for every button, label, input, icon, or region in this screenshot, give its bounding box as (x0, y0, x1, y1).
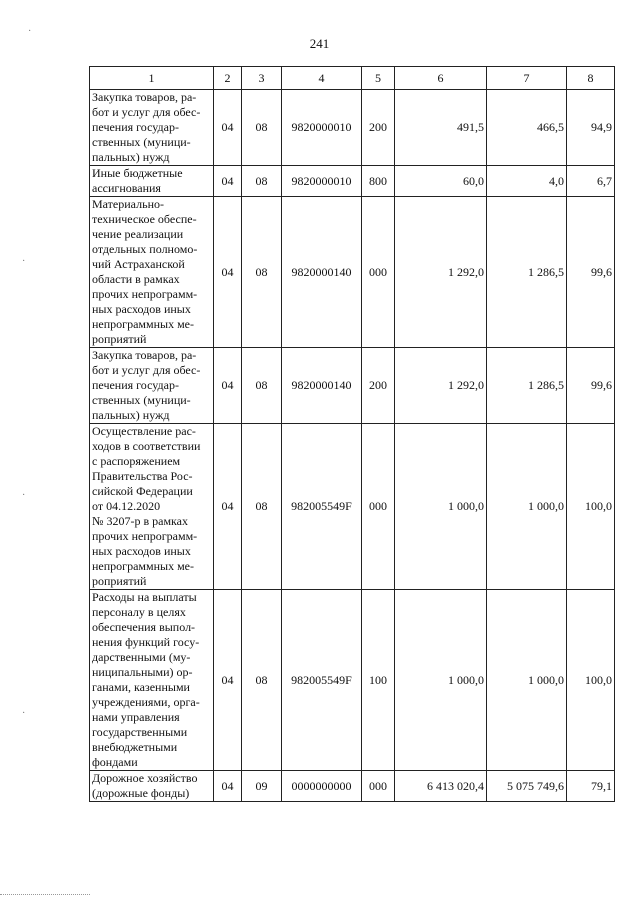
row-name-line: чение реализации (92, 227, 184, 241)
planned-amount-cell: 1 292,0 (395, 348, 487, 424)
row-name-line: Материально- (92, 197, 164, 211)
executed-amount-cell: 466,5 (487, 90, 567, 166)
subsection-code-cell: 08 (242, 590, 282, 771)
section-code-cell: 04 (214, 90, 242, 166)
row-name-cell (90, 771, 214, 802)
header-cell: 7 (487, 67, 567, 90)
table-row (90, 90, 615, 166)
execution-percent-cell: 100,0 (567, 424, 615, 590)
expense-type-cell: 200 (362, 348, 395, 424)
header-cell: 3 (242, 67, 282, 90)
row-name-line: обеспечения выпол- (92, 620, 196, 634)
row-name-line: государственными (92, 725, 188, 739)
row-name-line: прочих непрограмм- (92, 287, 198, 301)
header-cell: 1 (90, 67, 214, 90)
section-code-cell: 04 (214, 424, 242, 590)
row-name-line: сийской Федерации (92, 484, 193, 498)
row-name-line: роприятий (92, 332, 147, 346)
scan-speck: · (22, 256, 26, 267)
row-name-cell (90, 348, 214, 424)
execution-percent-cell: 99,6 (567, 197, 615, 348)
row-name-line: (дорожные фонды) (92, 786, 190, 800)
planned-amount-cell: 60,0 (395, 166, 487, 197)
row-name-cell (90, 166, 214, 197)
row-name-line: учреждениями, орга- (92, 695, 200, 709)
row-name-line: роприятий (92, 574, 147, 588)
row-name-line: области в рамках (92, 272, 180, 286)
row-name-line: Правительства Рос- (92, 469, 193, 483)
execution-percent-cell: 6,7 (567, 166, 615, 197)
row-name-cell (90, 424, 214, 590)
row-name-line: бот и услуг для обес- (92, 363, 201, 377)
expense-type-cell: 000 (362, 197, 395, 348)
row-name-line: № 3207-р в рамках (92, 514, 189, 528)
row-name-line: ственных (муници- (92, 135, 191, 149)
planned-amount-cell: 1 292,0 (395, 197, 487, 348)
header-cell: 6 (395, 67, 487, 90)
row-name-line: техническое обеспе- (92, 212, 197, 226)
subsection-code-cell: 09 (242, 771, 282, 802)
row-name-line: ных расходов иных (92, 544, 191, 558)
row-name-line: ассигнования (92, 181, 161, 195)
row-name-line: печения государ- (92, 120, 179, 134)
row-name-line: фондами (92, 755, 138, 769)
planned-amount-cell: 6 413 020,4 (395, 771, 487, 802)
executed-amount-cell: 1 286,5 (487, 197, 567, 348)
expense-type-cell: 000 (362, 771, 395, 802)
budget-table (89, 66, 615, 802)
expense-type-cell: 100 (362, 590, 395, 771)
section-code-cell: 04 (214, 590, 242, 771)
row-name-line: непрограммных ме- (92, 559, 195, 573)
row-name-cell (90, 197, 214, 348)
expense-type-cell: 800 (362, 166, 395, 197)
subsection-code-cell: 08 (242, 90, 282, 166)
execution-percent-cell: 99,6 (567, 348, 615, 424)
scan-artifact-line (0, 893, 90, 895)
target-article-cell: 9820000010 (282, 166, 362, 197)
row-name-line: Иные бюджетные (92, 166, 183, 180)
table-row (90, 590, 615, 771)
row-name-line: пальных) нужд (92, 408, 170, 422)
section-code-cell: 04 (214, 197, 242, 348)
target-article-cell: 0000000000 (282, 771, 362, 802)
row-name-line: Расходы на выплаты (92, 590, 197, 604)
subsection-code-cell: 08 (242, 166, 282, 197)
section-code-cell: 04 (214, 771, 242, 802)
row-name-line: ганами, казенными (92, 680, 190, 694)
planned-amount-cell: 1 000,0 (395, 424, 487, 590)
table-row (90, 771, 615, 802)
planned-amount-cell: 1 000,0 (395, 590, 487, 771)
row-name-line: нения функций госу- (92, 635, 200, 649)
row-name-line: персоналу в целях (92, 605, 186, 619)
row-name-line: внебюджетными (92, 740, 178, 754)
executed-amount-cell: 1 286,5 (487, 348, 567, 424)
expense-type-cell: 000 (362, 424, 395, 590)
target-article-cell: 9820000140 (282, 197, 362, 348)
row-name-line: Осуществление рас- (92, 424, 196, 438)
row-name-line: с распоряжением (92, 454, 181, 468)
table-row (90, 348, 615, 424)
row-name-line: пальных) нужд (92, 150, 170, 164)
execution-percent-cell: 79,1 (567, 771, 615, 802)
table-row (90, 166, 615, 197)
row-name-line: Закупка товаров, ра- (92, 90, 197, 104)
row-name-line: ных расходов иных (92, 302, 191, 316)
executed-amount-cell: 5 075 749,6 (487, 771, 567, 802)
scan-speck: · (28, 26, 32, 37)
header-cell: 4 (282, 67, 362, 90)
section-code-cell: 04 (214, 166, 242, 197)
expense-type-cell: 200 (362, 90, 395, 166)
executed-amount-cell: 4,0 (487, 166, 567, 197)
row-name-line: прочих непрограмм- (92, 529, 198, 543)
subsection-code-cell: 08 (242, 424, 282, 590)
subsection-code-cell: 08 (242, 348, 282, 424)
table-row (90, 197, 615, 348)
scan-speck: · (22, 490, 26, 501)
header-cell: 8 (567, 67, 615, 90)
row-name-line: чий Астраханской (92, 257, 185, 271)
planned-amount-cell: 491,5 (395, 90, 487, 166)
page-number: 241 (309, 36, 330, 51)
target-article-cell: 982005549F (282, 424, 362, 590)
row-name-line: дарственными (му- (92, 650, 191, 664)
row-name-line: Закупка товаров, ра- (92, 348, 197, 362)
row-name-cell (90, 90, 214, 166)
table-row (90, 424, 615, 590)
row-name-line: печения государ- (92, 378, 179, 392)
row-name-line: бот и услуг для обес- (92, 105, 201, 119)
target-article-cell: 9820000140 (282, 348, 362, 424)
row-name-line: непрограммных ме- (92, 317, 195, 331)
target-article-cell: 9820000010 (282, 90, 362, 166)
row-name-line: отдельных полномо- (92, 242, 198, 256)
row-name-cell (90, 590, 214, 771)
header-cell: 5 (362, 67, 395, 90)
row-name-line: нами управления (92, 710, 180, 724)
executed-amount-cell: 1 000,0 (487, 424, 567, 590)
execution-percent-cell: 94,9 (567, 90, 615, 166)
header-row (90, 67, 615, 90)
subsection-code-cell: 08 (242, 197, 282, 348)
executed-amount-cell: 1 000,0 (487, 590, 567, 771)
row-name-line: ственных (муници- (92, 393, 191, 407)
row-name-line: ходов в соответствии (92, 439, 201, 453)
row-name-line: Дорожное хозяйство (92, 771, 198, 785)
execution-percent-cell: 100,0 (567, 590, 615, 771)
scan-speck: · (22, 708, 26, 719)
row-name-line: ниципальными) ор- (92, 665, 193, 679)
row-name-line: от 04.12.2020 (92, 499, 161, 513)
target-article-cell: 982005549F (282, 590, 362, 771)
section-code-cell: 04 (214, 348, 242, 424)
header-cell: 2 (214, 67, 242, 90)
